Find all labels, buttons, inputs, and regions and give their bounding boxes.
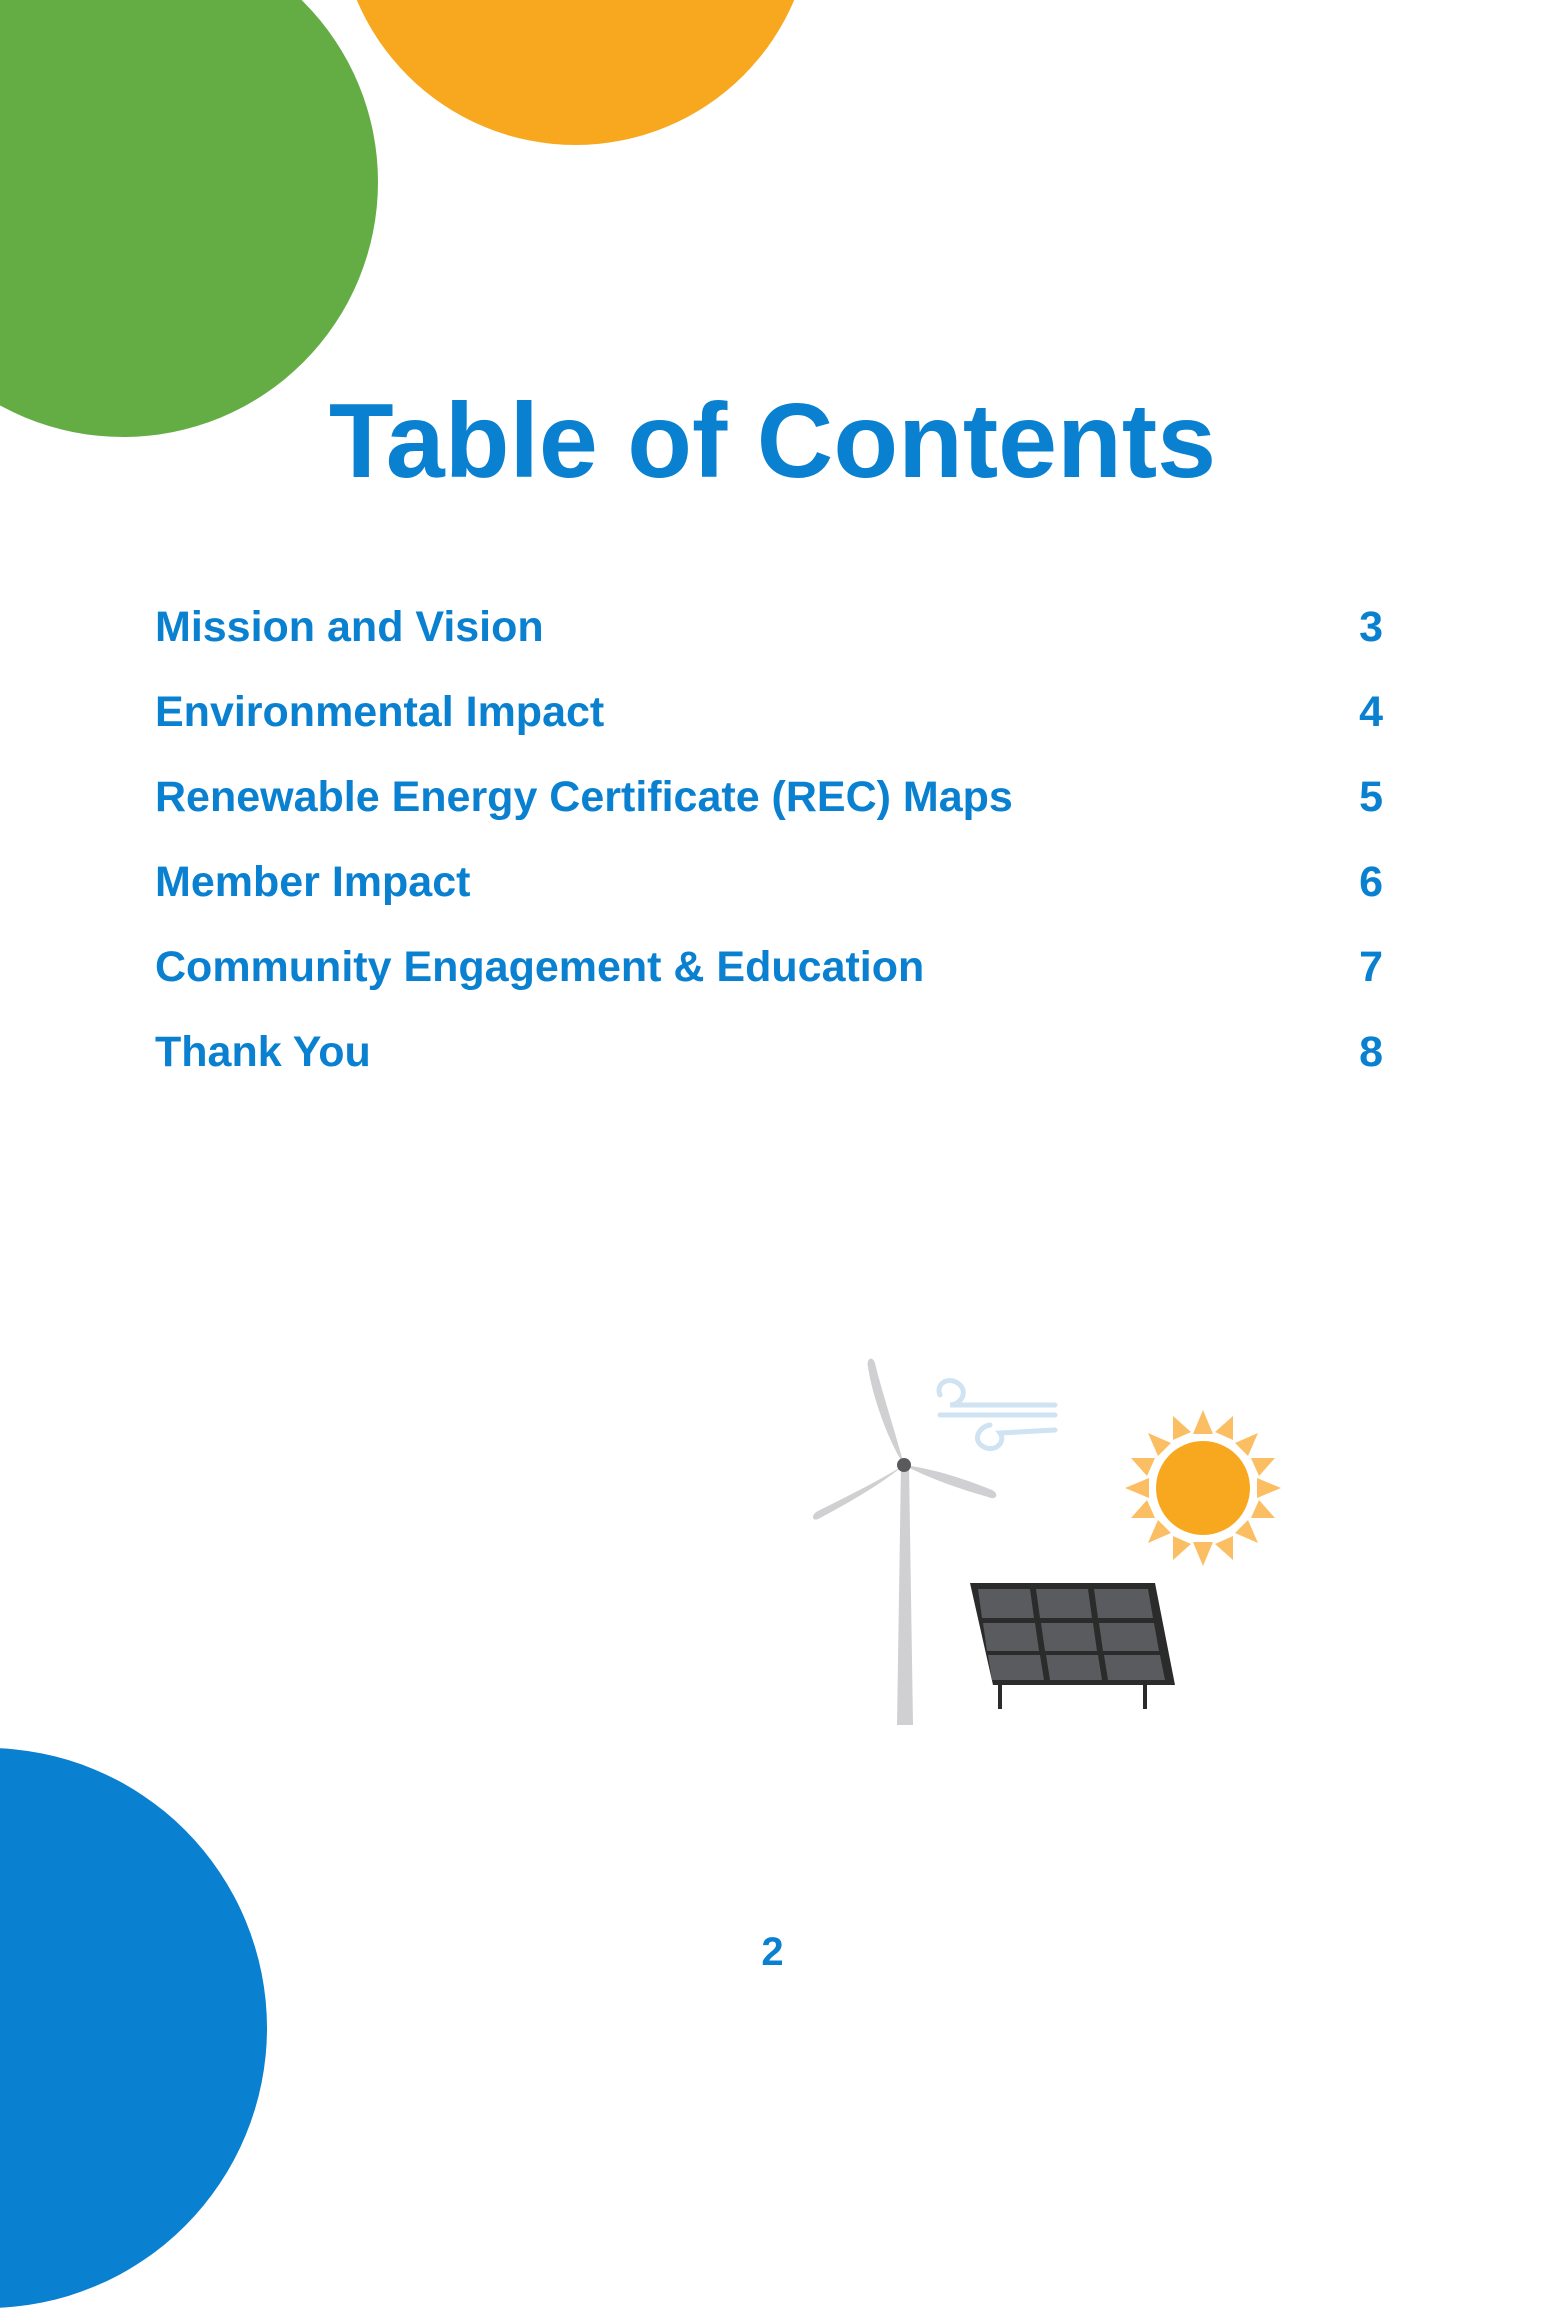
toc-entry-mission-and-vision[interactable] — [155, 585, 1383, 670]
toc-entry-label: Environmental Impact — [155, 688, 605, 736]
wind-icon — [939, 1380, 1055, 1448]
solar-panel-icon — [970, 1583, 1175, 1709]
toc-entry-page: 5 — [1359, 773, 1383, 821]
renewable-energy-illustration — [800, 1355, 1300, 1740]
toc-entry-rec-maps[interactable] — [155, 755, 1383, 840]
toc-entry-member-impact[interactable] — [155, 840, 1383, 925]
table-of-contents — [155, 585, 1383, 1095]
toc-entry-page: 4 — [1359, 688, 1383, 736]
decorative-orange-circle — [338, 0, 813, 145]
toc-entry-page: 7 — [1359, 943, 1383, 991]
decorative-green-circle — [0, 0, 378, 437]
toc-entry-label: Mission and Vision — [155, 603, 544, 651]
toc-entry-community-engagement[interactable] — [155, 925, 1383, 1010]
toc-entry-thank-you[interactable] — [155, 1010, 1383, 1095]
page-number: 2 — [761, 1930, 784, 1974]
toc-entry-page: 8 — [1359, 1028, 1383, 1076]
toc-entry-label: Member Impact — [155, 858, 471, 906]
toc-entry-environmental-impact[interactable] — [155, 670, 1383, 755]
page-title: Table of Contents — [328, 382, 1217, 500]
toc-entry-label: Thank You — [155, 1028, 371, 1076]
toc-entry-label: Renewable Energy Certificate (REC) Maps — [155, 773, 1013, 821]
toc-entry-label: Community Engagement & Education — [155, 943, 925, 991]
toc-entry-page: 6 — [1359, 858, 1383, 906]
illustration-svg — [800, 1355, 1300, 1735]
toc-entry-page: 3 — [1359, 603, 1383, 651]
sun-icon — [1125, 1410, 1281, 1566]
decorative-blue-circle — [0, 1748, 267, 2308]
